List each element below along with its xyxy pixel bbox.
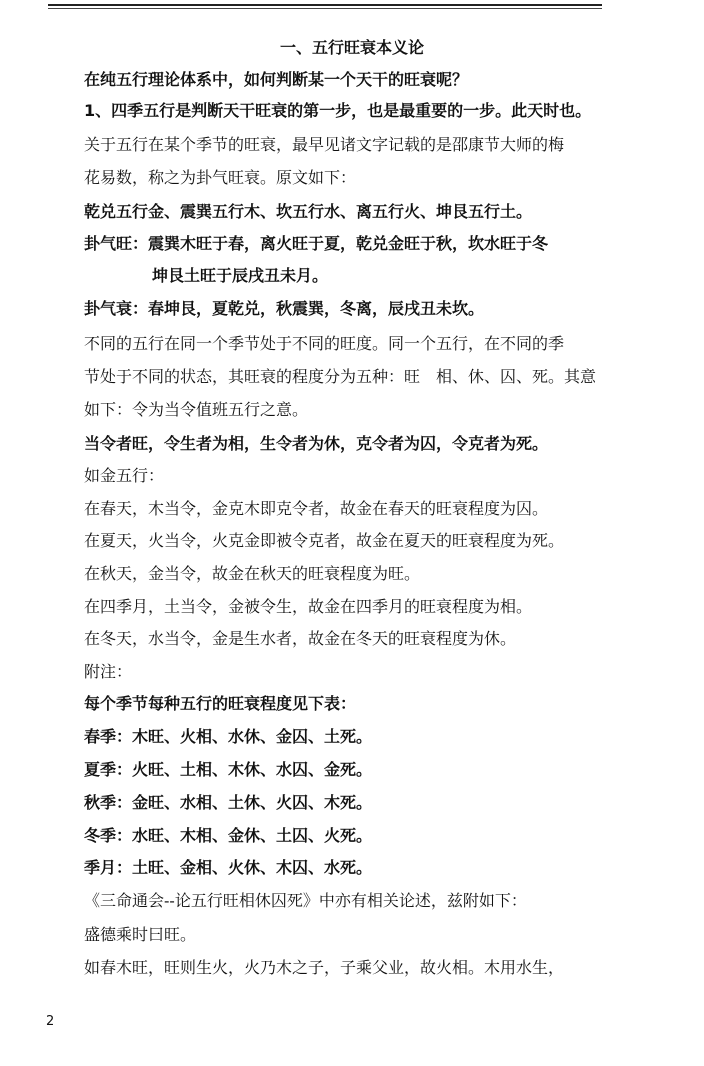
header-rule <box>48 4 602 6</box>
text-line: 如金五行： <box>84 466 165 485</box>
page-number: 2 <box>46 1014 55 1029</box>
text-line: 每个季节每种五行的旺衰程度见下表： <box>84 694 357 713</box>
text-line: 乾兑五行金、震巽五行木、坎五行水、离五行火、坤艮五行土。 <box>84 202 533 221</box>
text-line: 不同的五行在同一个季节处于不同的旺度。同一个五行，在不同的季 <box>84 334 565 353</box>
text-line: 卦气衰：春坤艮，夏乾兑，秋震巽，冬离，辰戌丑未坎。 <box>84 299 485 318</box>
text-line: 冬季：水旺、木相、金休、土囚、火死。 <box>84 826 373 845</box>
text-line: 春季：木旺、火相、水休、金囚、土死。 <box>84 727 373 746</box>
text-line: 如下：令为当令值班五行之意。 <box>84 400 309 419</box>
text-line: 在四季月，土当令，金被令生，故金在四季月的旺衰程度为相。 <box>84 597 533 616</box>
text-line: 在秋天，金当令，故金在秋天的旺衰程度为旺。 <box>84 564 421 583</box>
text-line: 1、四季五行是判断天干旺衰的第一步，也是最重要的一步。此天时也。 <box>84 101 592 120</box>
text-line: 盛德乘时曰旺。 <box>84 925 197 944</box>
text-line: 在纯五行理论体系中，如何判断某一个天干的旺衰呢？ <box>84 70 469 89</box>
text-line: 在冬天，水当令，金是生水者，故金在冬天的旺衰程度为休。 <box>84 629 517 648</box>
section-heading: 一、五行旺衰本义论 <box>279 38 424 57</box>
text-line: 秋季：金旺、水相、土休、火囚、木死。 <box>84 793 373 812</box>
text-line: 夏季：火旺、土相、木休、水囚、金死。 <box>84 760 373 779</box>
text-line: 当令者旺，令生者为相，生令者为休，克令者为囚，令克者为死。 <box>84 434 549 453</box>
text-line: 节处于不同的状态，其旺衰的程度分为五种：旺 相、休、囚、死。其意 <box>84 367 597 386</box>
text-line: 在夏天，火当令，火克金即被令克者，故金在夏天的旺衰程度为死。 <box>84 531 565 550</box>
text-line: 坤艮土旺于辰戌丑未月。 <box>152 266 329 285</box>
text-line: 《三命通会--论五行旺相休囚死》中亦有相关论述，兹附如下： <box>84 891 527 910</box>
text-line: 卦气旺：震巽木旺于春，离火旺于夏，乾兑金旺于秋，坎水旺于冬 <box>84 234 549 253</box>
text-line: 花易数，称之为卦气旺衰。原文如下： <box>84 168 357 187</box>
text-line: 关于五行在某个季节的旺衰，最早见诸文字记载的是邵康节大师的梅 <box>84 135 565 154</box>
text-line: 季月：土旺、金相、火休、木囚、水死。 <box>84 858 373 877</box>
text-line: 如春木旺，旺则生火，火乃木之子，子乘父业，故火相。木用水生， <box>84 958 565 977</box>
text-line: 附注： <box>84 662 133 681</box>
text-line: 在春天，木当令，金克木即克令者，故金在春天的旺衰程度为囚。 <box>84 499 549 518</box>
header-rule-thin <box>48 8 602 9</box>
